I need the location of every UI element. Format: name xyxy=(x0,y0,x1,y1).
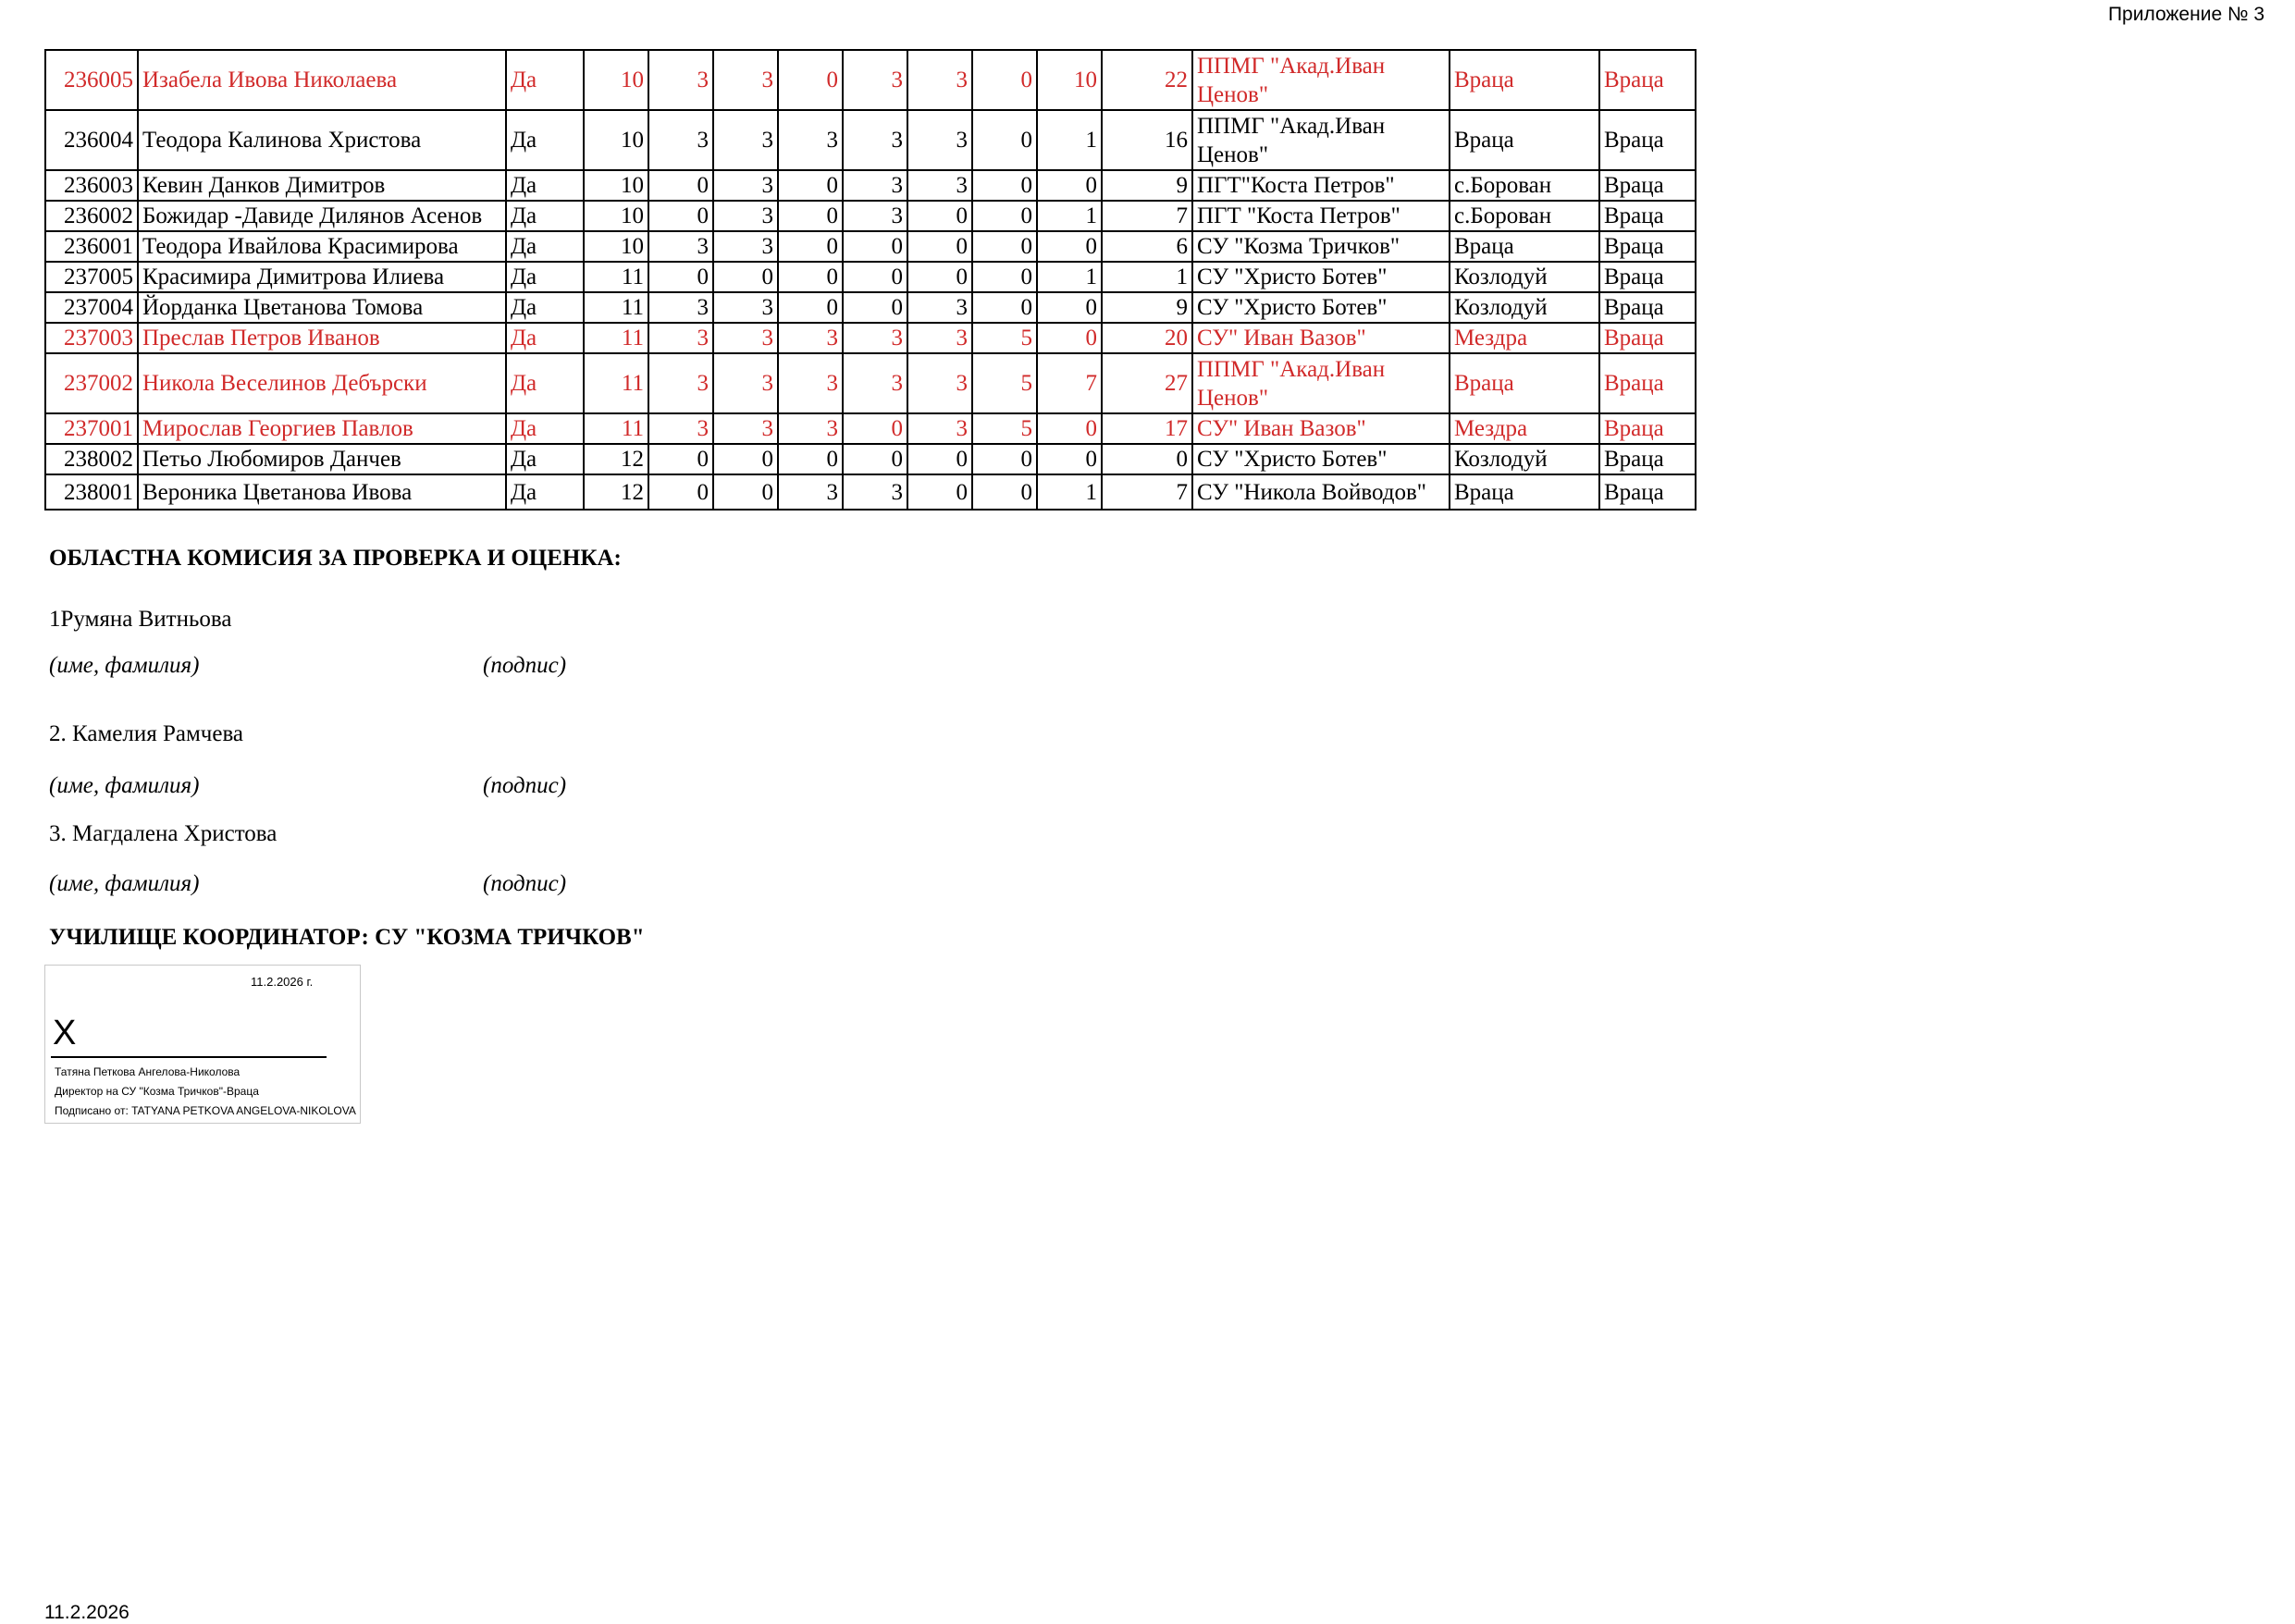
score-6-cell: 0 xyxy=(972,231,1037,262)
participant-name-cell: Мирослав Георгиев Павлов xyxy=(138,413,506,444)
total-score-cell: 1 xyxy=(1102,262,1192,292)
score-7-cell: 0 xyxy=(1037,292,1102,323)
participation-flag-cell: Да xyxy=(506,201,584,231)
participant-name-cell: Божидар -Давиде Дилянов Асенов xyxy=(138,201,506,231)
town-cell: Враца xyxy=(1450,353,1599,413)
score-4-cell: 3 xyxy=(843,323,907,353)
region-cell: Враца xyxy=(1599,170,1696,201)
score-7-cell: 7 xyxy=(1037,353,1102,413)
town-cell: Враца xyxy=(1450,231,1599,262)
table-row xyxy=(45,110,1696,170)
score-4-cell: 0 xyxy=(843,231,907,262)
score-5-cell: 0 xyxy=(907,231,972,262)
total-score-cell: 22 xyxy=(1102,50,1192,110)
score-1-cell: 3 xyxy=(648,231,713,262)
participant-id-cell: 236001 xyxy=(45,231,138,262)
score-2-cell: 0 xyxy=(713,262,778,292)
participation-flag-cell: Да xyxy=(506,170,584,201)
participation-flag-cell: Да xyxy=(506,444,584,474)
grade-cell: 10 xyxy=(584,231,648,262)
participant-name-cell: Никола Веселинов Дебърски xyxy=(138,353,506,413)
region-cell: Враца xyxy=(1599,231,1696,262)
signer-position: Директор на СУ "Козма Тричков"-Враца xyxy=(55,1085,259,1098)
table-row xyxy=(45,262,1696,292)
score-3-cell: 3 xyxy=(778,474,843,510)
score-3-cell: 3 xyxy=(778,110,843,170)
total-score-cell: 17 xyxy=(1102,413,1192,444)
score-3-cell: 3 xyxy=(778,413,843,444)
table-row xyxy=(45,50,1696,110)
score-7-cell: 1 xyxy=(1037,201,1102,231)
town-cell: Враца xyxy=(1450,50,1599,110)
name-hint: (име, фамилия) xyxy=(49,773,200,798)
score-2-cell: 3 xyxy=(713,292,778,323)
score-5-cell: 3 xyxy=(907,413,972,444)
appendix-label: Приложение № 3 xyxy=(2107,4,2264,25)
town-cell: Козлодуй xyxy=(1450,444,1599,474)
score-6-cell: 0 xyxy=(972,201,1037,231)
score-4-cell: 3 xyxy=(843,201,907,231)
score-7-cell: 0 xyxy=(1037,323,1102,353)
region-cell: Враца xyxy=(1599,201,1696,231)
participant-id-cell: 238001 xyxy=(45,474,138,510)
score-7-cell: 1 xyxy=(1037,110,1102,170)
participant-id-cell: 237003 xyxy=(45,323,138,353)
table-row xyxy=(45,231,1696,262)
coordinator-school: УЧИЛИЩЕ КООРДИНАТОР: СУ "КОЗМА ТРИЧКОВ" xyxy=(49,925,645,950)
score-2-cell: 3 xyxy=(713,413,778,444)
score-4-cell: 3 xyxy=(843,170,907,201)
school-name-cell: СУ" Иван Вазов" xyxy=(1192,413,1450,444)
region-cell: Враца xyxy=(1599,323,1696,353)
member-name: 2. Камелия Рамчева xyxy=(49,721,244,746)
score-7-cell: 1 xyxy=(1037,474,1102,510)
score-5-cell: 0 xyxy=(907,474,972,510)
member-name: 1Румяна Витньова xyxy=(49,607,232,632)
score-5-cell: 3 xyxy=(907,323,972,353)
score-5-cell: 3 xyxy=(907,110,972,170)
score-3-cell: 0 xyxy=(778,170,843,201)
score-3-cell: 3 xyxy=(778,323,843,353)
town-cell: с.Борован xyxy=(1450,201,1599,231)
signature-hint: (подпис) xyxy=(483,871,567,896)
participant-name-cell: Преслав Петров Иванов xyxy=(138,323,506,353)
total-score-cell: 9 xyxy=(1102,292,1192,323)
score-1-cell: 0 xyxy=(648,444,713,474)
region-cell: Враца xyxy=(1599,262,1696,292)
participant-name-cell: Петьо Любомиров Данчев xyxy=(138,444,506,474)
score-6-cell: 0 xyxy=(972,50,1037,110)
grade-cell: 10 xyxy=(584,170,648,201)
participant-name-cell: Красимира Димитрова Илиева xyxy=(138,262,506,292)
score-2-cell: 3 xyxy=(713,353,778,413)
participant-id-cell: 237005 xyxy=(45,262,138,292)
participation-flag-cell: Да xyxy=(506,292,584,323)
score-6-cell: 5 xyxy=(972,413,1037,444)
score-2-cell: 0 xyxy=(713,474,778,510)
school-name-cell: СУ "Никола Войводов" xyxy=(1192,474,1450,510)
score-3-cell: 0 xyxy=(778,444,843,474)
score-3-cell: 0 xyxy=(778,50,843,110)
score-1-cell: 3 xyxy=(648,413,713,444)
signed-by: Подписано от: TATYANA PETKOVA ANGELOVA-NIKOLOVA xyxy=(55,1104,356,1117)
total-score-cell: 9 xyxy=(1102,170,1192,201)
school-name-cell: СУ "Христо Ботев" xyxy=(1192,292,1450,323)
total-score-cell: 27 xyxy=(1102,353,1192,413)
table-row xyxy=(45,474,1696,510)
participant-id-cell: 236004 xyxy=(45,110,138,170)
score-6-cell: 0 xyxy=(972,262,1037,292)
signature-date: 11.2.2026 г. xyxy=(251,975,314,989)
grade-cell: 11 xyxy=(584,262,648,292)
participation-flag-cell: Да xyxy=(506,474,584,510)
participant-name-cell: Вероника Цветанова Ивова xyxy=(138,474,506,510)
participant-id-cell: 236005 xyxy=(45,50,138,110)
score-6-cell: 0 xyxy=(972,444,1037,474)
score-6-cell: 0 xyxy=(972,170,1037,201)
grade-cell: 11 xyxy=(584,413,648,444)
total-score-cell: 7 xyxy=(1102,201,1192,231)
school-name-cell: ППМГ "Акад.Иван Ценов" xyxy=(1192,353,1450,413)
grade-cell: 10 xyxy=(584,50,648,110)
score-6-cell: 5 xyxy=(972,323,1037,353)
score-2-cell: 0 xyxy=(713,444,778,474)
total-score-cell: 7 xyxy=(1102,474,1192,510)
score-1-cell: 0 xyxy=(648,201,713,231)
participant-name-cell: Кевин Данков Димитров xyxy=(138,170,506,201)
school-name-cell: СУ "Христо Ботев" xyxy=(1192,262,1450,292)
participation-flag-cell: Да xyxy=(506,413,584,444)
name-hint: (име, фамилия) xyxy=(49,871,200,896)
score-4-cell: 3 xyxy=(843,110,907,170)
table-row xyxy=(45,323,1696,353)
score-1-cell: 0 xyxy=(648,474,713,510)
total-score-cell: 16 xyxy=(1102,110,1192,170)
town-cell: Мездра xyxy=(1450,323,1599,353)
score-2-cell: 3 xyxy=(713,231,778,262)
score-1-cell: 3 xyxy=(648,292,713,323)
score-7-cell: 10 xyxy=(1037,50,1102,110)
score-6-cell: 5 xyxy=(972,353,1037,413)
name-hint: (име, фамилия) xyxy=(49,653,200,678)
score-1-cell: 3 xyxy=(648,110,713,170)
score-6-cell: 0 xyxy=(972,110,1037,170)
school-name-cell: ПГТ"Коста Петров" xyxy=(1192,170,1450,201)
score-6-cell: 0 xyxy=(972,292,1037,323)
score-4-cell: 0 xyxy=(843,292,907,323)
score-5-cell: 3 xyxy=(907,353,972,413)
score-3-cell: 3 xyxy=(778,353,843,413)
signer-name: Татяна Петкова Ангелова-Николова xyxy=(55,1065,241,1078)
table-row xyxy=(45,170,1696,201)
score-5-cell: 3 xyxy=(907,170,972,201)
region-cell: Враца xyxy=(1599,110,1696,170)
score-1-cell: 3 xyxy=(648,323,713,353)
region-cell: Враца xyxy=(1599,413,1696,444)
grade-cell: 11 xyxy=(584,353,648,413)
participant-id-cell: 238002 xyxy=(45,444,138,474)
score-4-cell: 0 xyxy=(843,262,907,292)
participant-name-cell: Йорданка Цветанова Томова xyxy=(138,292,506,323)
participant-id-cell: 236003 xyxy=(45,170,138,201)
footer-date: 11.2.2026 xyxy=(44,1602,130,1623)
school-name-cell: ППМГ "Акад.Иван Ценов" xyxy=(1192,110,1450,170)
signature-mark: X xyxy=(53,1014,77,1052)
participant-id-cell: 236002 xyxy=(45,201,138,231)
town-cell: Враца xyxy=(1450,110,1599,170)
score-7-cell: 0 xyxy=(1037,444,1102,474)
town-cell: Враца xyxy=(1450,474,1599,510)
total-score-cell: 6 xyxy=(1102,231,1192,262)
signature-line xyxy=(51,1056,327,1058)
results-body xyxy=(45,50,1696,510)
region-cell: Враца xyxy=(1599,353,1696,413)
score-7-cell: 1 xyxy=(1037,262,1102,292)
region-cell: Враца xyxy=(1599,50,1696,110)
signature-hint: (подпис) xyxy=(483,773,567,798)
score-5-cell: 0 xyxy=(907,262,972,292)
score-1-cell: 3 xyxy=(648,50,713,110)
town-cell: Козлодуй xyxy=(1450,262,1599,292)
school-name-cell: СУ" Иван Вазов" xyxy=(1192,323,1450,353)
signature-hint: (подпис) xyxy=(483,653,567,678)
grade-cell: 12 xyxy=(584,474,648,510)
participant-id-cell: 237002 xyxy=(45,353,138,413)
digital-signature-box xyxy=(44,965,361,1124)
town-cell: с.Борован xyxy=(1450,170,1599,201)
score-7-cell: 0 xyxy=(1037,170,1102,201)
score-2-cell: 3 xyxy=(713,50,778,110)
score-2-cell: 3 xyxy=(713,110,778,170)
score-3-cell: 0 xyxy=(778,231,843,262)
participation-flag-cell: Да xyxy=(506,353,584,413)
participation-flag-cell: Да xyxy=(506,262,584,292)
region-cell: Враца xyxy=(1599,474,1696,510)
total-score-cell: 20 xyxy=(1102,323,1192,353)
participation-flag-cell: Да xyxy=(506,110,584,170)
score-4-cell: 3 xyxy=(843,474,907,510)
score-6-cell: 0 xyxy=(972,474,1037,510)
results-table xyxy=(44,49,1697,511)
score-2-cell: 3 xyxy=(713,323,778,353)
town-cell: Козлодуй xyxy=(1450,292,1599,323)
grade-cell: 10 xyxy=(584,110,648,170)
member-name: 3. Магдалена Христова xyxy=(49,821,278,846)
score-5-cell: 3 xyxy=(907,292,972,323)
participant-name-cell: Изабела Ивова Николаева xyxy=(138,50,506,110)
score-5-cell: 3 xyxy=(907,50,972,110)
participation-flag-cell: Да xyxy=(506,231,584,262)
score-1-cell: 0 xyxy=(648,262,713,292)
score-1-cell: 3 xyxy=(648,353,713,413)
grade-cell: 10 xyxy=(584,201,648,231)
region-cell: Враца xyxy=(1599,444,1696,474)
table-row xyxy=(45,413,1696,444)
grade-cell: 11 xyxy=(584,323,648,353)
table-row xyxy=(45,292,1696,323)
participant-name-cell: Теодора Калинова Христова xyxy=(138,110,506,170)
score-4-cell: 0 xyxy=(843,444,907,474)
grade-cell: 11 xyxy=(584,292,648,323)
score-5-cell: 0 xyxy=(907,444,972,474)
table-row xyxy=(45,444,1696,474)
school-name-cell: ППМГ "Акад.Иван Ценов" xyxy=(1192,50,1450,110)
total-score-cell: 0 xyxy=(1102,444,1192,474)
score-4-cell: 3 xyxy=(843,50,907,110)
score-3-cell: 0 xyxy=(778,262,843,292)
town-cell: Мездра xyxy=(1450,413,1599,444)
participation-flag-cell: Да xyxy=(506,323,584,353)
grade-cell: 12 xyxy=(584,444,648,474)
participant-id-cell: 237001 xyxy=(45,413,138,444)
school-name-cell: ПГТ "Коста Петров" xyxy=(1192,201,1450,231)
school-name-cell: СУ "Христо Ботев" xyxy=(1192,444,1450,474)
commission-title: ОБЛАСТНА КОМИСИЯ ЗА ПРОВЕРКА И ОЦЕНКА: xyxy=(49,546,622,571)
table-row xyxy=(45,201,1696,231)
score-2-cell: 3 xyxy=(713,170,778,201)
score-5-cell: 0 xyxy=(907,201,972,231)
table-row xyxy=(45,353,1696,413)
participation-flag-cell: Да xyxy=(506,50,584,110)
score-7-cell: 0 xyxy=(1037,231,1102,262)
score-4-cell: 0 xyxy=(843,413,907,444)
score-3-cell: 0 xyxy=(778,201,843,231)
region-cell: Враца xyxy=(1599,292,1696,323)
score-2-cell: 3 xyxy=(713,201,778,231)
participant-name-cell: Теодора Ивайлова Красимирова xyxy=(138,231,506,262)
score-4-cell: 3 xyxy=(843,353,907,413)
score-1-cell: 0 xyxy=(648,170,713,201)
score-7-cell: 0 xyxy=(1037,413,1102,444)
score-3-cell: 0 xyxy=(778,292,843,323)
participant-id-cell: 237004 xyxy=(45,292,138,323)
school-name-cell: СУ "Козма Тричков" xyxy=(1192,231,1450,262)
